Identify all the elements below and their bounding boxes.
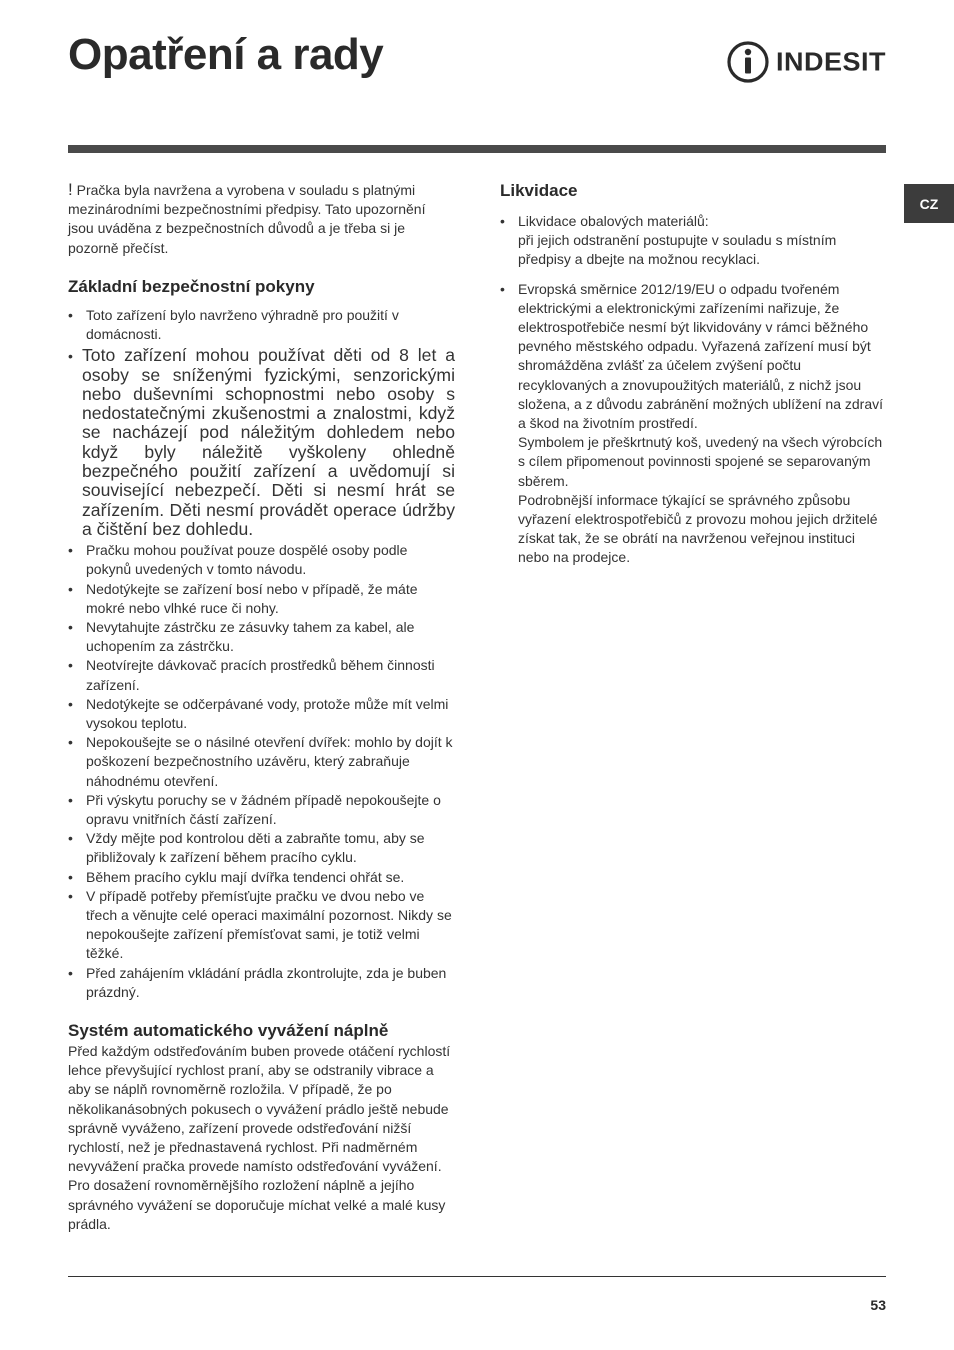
list-item: • Nedotýkejte se zařízení bosí nebo v případě, že máte mokré nebo vlhké ruce či nohy. — [68, 580, 455, 618]
brand-logo — [726, 40, 886, 84]
list-item: • Před zahájením vkládání prádla zkontrolujte, zda je buben prázdný. — [68, 964, 455, 1002]
page-number: 53 — [870, 1297, 886, 1313]
footer-divider — [68, 1276, 886, 1277]
safety-heading: Základní bezpečnostní pokyny — [68, 276, 315, 296]
packaging-text: při jejich odstranění postupujte v souladu s místním předpisy a dbejte na možnou recyklaci. — [518, 232, 837, 268]
list-item: • Nedotýkejte se odčerpávané vody, protože může mít velmi vysokou teplotu. — [68, 695, 455, 733]
brand-name: INDESIT — [776, 47, 887, 76]
list-item: • Toto zařízení bylo navrženo výhradně pro použití v domácnosti. — [68, 306, 455, 344]
list-item: • Toto zařízení mohou používat děti od 8 let a osoby se sníženými fyzickými, senzorickými nebo duševními schopnostmi nebo osoby s nedostatečnými zkušenostmi a znalostmi, když se nacházejí pod náležitým dohledem nebo když byly náležitě vyškoleny ohledně bezpečného použití zařízení a uvědomují si související nebezpečí. Děti si nesmí hrát se zařízením. Děti nesmí provádět operace údržby a čištění bez dohledu. — [68, 346, 455, 539]
list-item — [500, 280, 886, 568]
list-item: • V případě potřeby přemísťujte pračku ve dvou nebo ve třech a věnujte celé operaci maximální pozornost. Nikdy se nepokoušejte zařízení přemísťovat sami, je totiž velmi těžké. — [68, 887, 455, 964]
intro-text: Pračka byla navržena a vyrobena v souladu s platnými mezinárodními bezpečnostními předpisy. Tato upozornění jsou uváděna z bezpečnostních důvodů a je třeba si je pozorně přečíst. — [68, 182, 426, 256]
indesit-i-logo-icon — [726, 40, 770, 84]
disposal-list — [500, 212, 886, 568]
disposal-heading: Likvidace — [500, 181, 578, 200]
intro-paragraph — [68, 180, 455, 258]
packaging-title: • Likvidace obalových materiálů: — [518, 213, 709, 229]
weee-symbol-text: Symbolem je přeškrtnutý koš, uvedený na všech výrobcích s cílem připomenout povinnosti spojené se separovaným sběrem. — [518, 434, 883, 489]
language-tab: CZ — [904, 184, 954, 223]
weee-text: • Evropská směrnice 2012/19/EU o odpadu tvořeném elektrickými a elektronickými zařízeními nařizuje, že elektrospotřebiče nesmí být likvidovány v rámci běžného pevného městského odpadu. Vyřazená zařízení musí být shromážděna zvlášť za účelem zvýšení počtu recyklovaných a znovupoužitých materiálů, z nichž jsou složena, a z důvodu zabránění možných ublížení na zdraví a škod na životním prostředí. — [518, 280, 883, 432]
balance-text: Před každým odstřeďováním buben provede otáčení rychlostí lehce převyšující rychlost praní, aby se odstranily vibrace a aby se náplň rovnoměrně rozložila. V případě, že po několikanásobných pokusech o vyvážení prádlo ještě nebude správně vyváženo, zařízení provede odstřeďování nižší rychlostí, než je přednastavená rychlost. Při nadměrném nevyvážení pračka provede namísto odstřeďování vyvážení. Pro dosažení rovnoměrnějšího rozložení náplně a jejího správného vyvážení se doporučuje míchat velké a malé kusy prádla. — [68, 1043, 451, 1232]
list-item — [500, 212, 886, 270]
balance-heading: Systém automatického vyvážení náplně — [68, 1021, 389, 1041]
list-item: • Vždy mějte pod kontrolou děti a zabraňte tomu, aby se přibližovaly k zařízení během pracího cyklu. — [68, 829, 455, 867]
warning-mark: ! — [68, 180, 73, 199]
header-divider — [68, 145, 886, 153]
list-item: • Neotvírejte dávkovač pracích prostředků během činnosti zařízení. — [68, 656, 455, 694]
left-column — [68, 180, 455, 1234]
list-item: • Nepokoušejte se o násilné otevření dvířek: mohlo by dojít k poškození bezpečnostního uzávěru, který zabraňuje náhodnému otevření. — [68, 733, 455, 791]
list-item: • Pračku mohou používat pouze dospělé osoby podle pokynů uvedených v tomto návodu. — [68, 541, 455, 579]
safety-list — [68, 306, 455, 1002]
list-item: • Nevytahujte zástrčku ze zásuvky tahem za kabel, ale uchopením za zástrčku. — [68, 618, 455, 656]
page-title: Opatření a rady — [68, 30, 384, 79]
section-spacer — [68, 1002, 455, 1020]
weee-info-text: Podrobnější informace týkající se správného způsobu vyřazení elektrospotřebičů z provozu mohou jejich držitelé získat tak, že se obrátí na navrženou veřejnou instituci nebo na prodejce. — [518, 491, 878, 566]
list-item: • Při výskytu poruchy se v žádném případě nepokoušejte o opravu vnitřních částí zařízení. — [68, 791, 455, 829]
right-column — [500, 180, 886, 578]
list-item: • Během pracího cyklu mají dvířka tendenci ohřát se. — [68, 868, 455, 887]
